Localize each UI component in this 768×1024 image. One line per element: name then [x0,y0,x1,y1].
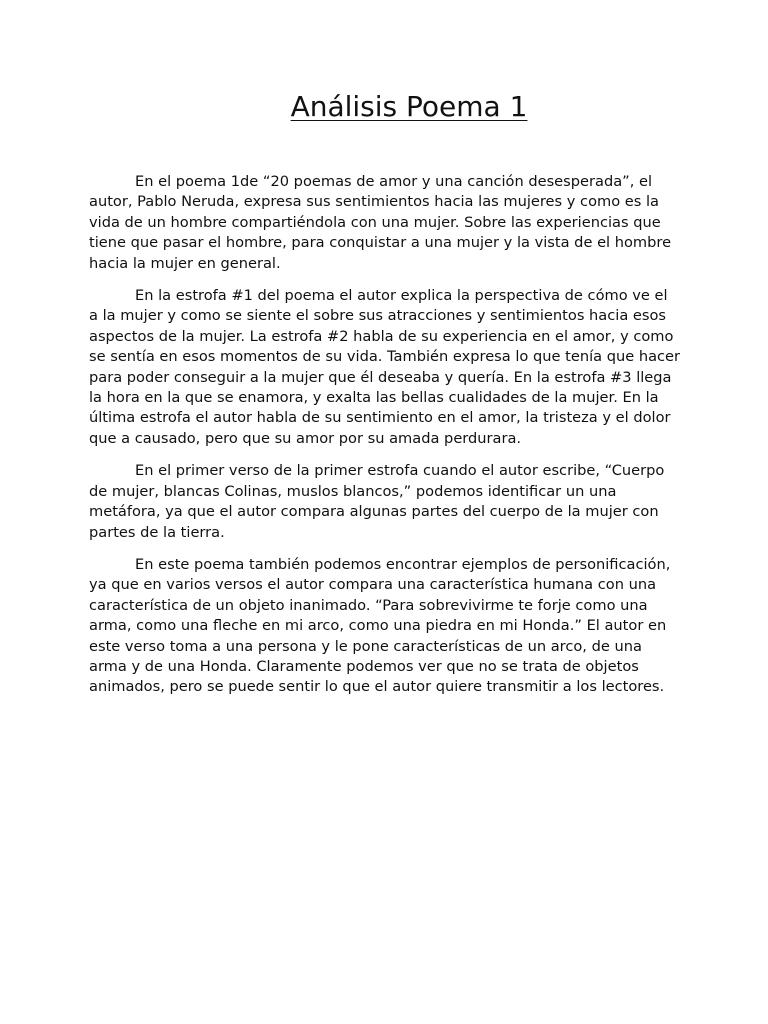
paragraph-4: En este poema también podemos encontrar ejemplos de personificación, ya que en varios versos el autor compara una característica humana con una característica de un objeto inanimado. “Para sobrevivirme te forje como una arma, como una fleche en mi arco, como una piedra en mi Honda.” El autor en este verso toma a una persona y le pone características de un arco, de una arma y de una Honda. Claramente podemos ver que no se trata de objetos animados, pero se puede sentir lo que el autor quiere transmitir a los lectores. [89,555,671,696]
paragraph-3: En el primer verso de la primer estrofa cuando el autor escribe, “Cuerpo de mujer, blancas Colinas, muslos blancos,” podemos identificar un una metáfora, ya que el autor compara algunas partes del cuerpo de la mujer con partes de la tierra. [89,462,665,541]
paragraph-2: En la estrofa #1 del poema el autor explica la perspectiva de cómo ve el a la mujer y como se siente el sobre sus atracciones y sentimientos hacia esos aspectos de la mujer. La estrofa #2 habla de su experiencia en el amor, y como se sentía en esos momentos de su vida. También expresa lo que tenía que hacer para poder conseguir a la mujer que él deseaba y quería. En la estrofa #3 llega la hora en la que se enamora, y exalta las bellas cualidades de la mujer. En la última estrofa el autor habla de su sentimiento en el amor, la tristeza y el dolor que a causado, pero que su amor por su amada perdurara. [89,287,681,447]
document-body [89,172,681,710]
paragraph-1: En el poema 1de “20 poemas de amor y una canción desesperada”, el autor, Pablo Neruda, expresa sus sentimientos hacia las mujeres y como es la vida de un hombre compartiéndola con una mujer. Sobre las experiencias que tiene que pasar el hombre, para conquistar a una mujer y la vista de el hombre hacia la mujer en general. [89,173,672,272]
document-title: Análisis Poema 1 [290,90,528,123]
